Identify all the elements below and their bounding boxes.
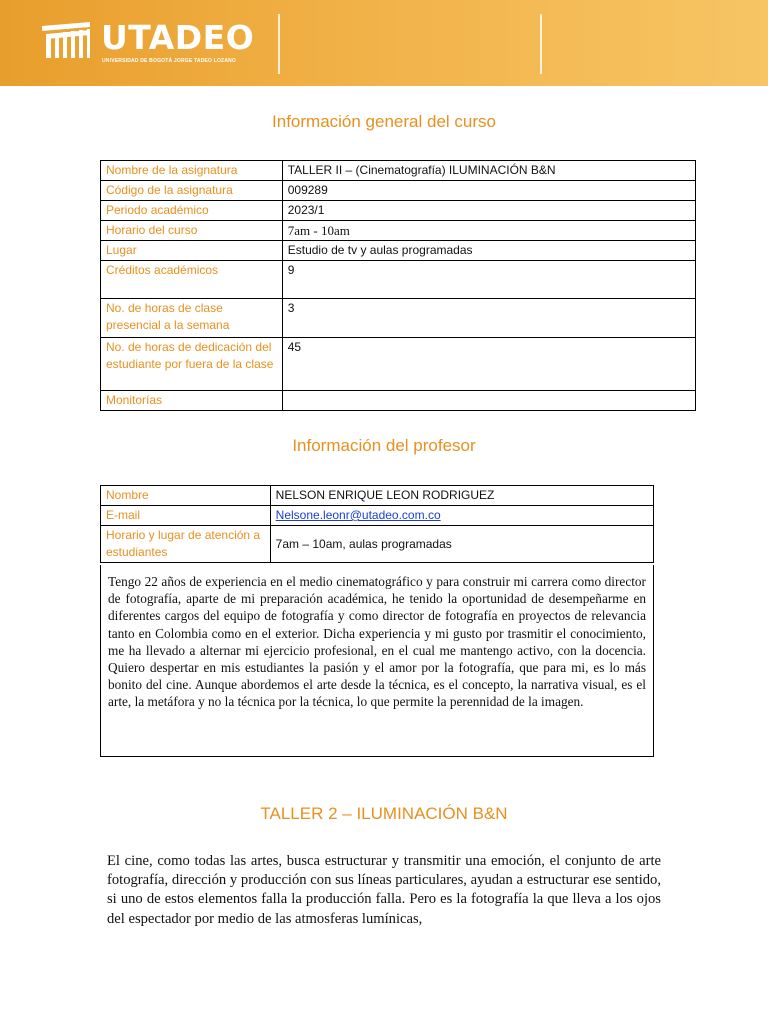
professor-bio: Tengo 22 años de experiencia en el medio cinematográfico y para construir mi carrera como director de fotografía, aparte de mi preparación académica, he tenido la oportunidad de desempeñarme en diferentes cargos del equipo de fotografía y como director de fotografía en proyectos de relevancia tanto en Colombia como en el exterior. Dicha experiencia y mi gusto por trasmitir el conocimiento, me ha llevado a alternar mi ejercicio profesional, en el cual me mantengo activo, con la docencia. Quiero despertar en mis estudiantes la pasión y el amor por la fotografía, que para mi, es lo más bonito del cine. Aunque abordemos el arte desde la técnica, es el concepto, la narrativa visual, es el arte, la metáfora y no la técnica por la técnica, lo que permite la perennidad de la imagen. bbox=[108, 574, 646, 710]
class-hours-value: 3 bbox=[282, 299, 695, 338]
professor-name-value: NELSON ENRIQUE LEON RODRIGUEZ bbox=[270, 486, 653, 506]
course-schedule-value: 7am - 10am bbox=[282, 221, 695, 241]
course-code-value: 009289 bbox=[282, 181, 695, 201]
workshop-paragraph: El cine, como todas las artes, busca estructurar y transmitir una emoción, el conjunto de arte fotografía, dirección y producción con sus líneas particulares, ayudan a estructurar ese sentido, si uno de estos elementos falla la producción falla. Pero es la fotografía la que lleva a los ojos del espectador por medio de las atmosferas lumínicas, bbox=[107, 853, 661, 927]
header-divider bbox=[540, 14, 542, 74]
logo-subtitle: UNIVERSIDAD DE BOGOTÁ JORGE TADEO LOZANO bbox=[102, 58, 237, 64]
email-cell bbox=[270, 506, 653, 526]
office-hours-label: Horario y lugar de atención a estudiantes bbox=[101, 526, 271, 563]
table-row bbox=[101, 161, 696, 181]
page-header bbox=[0, 0, 768, 86]
academic-period-value: 2023/1 bbox=[282, 201, 695, 221]
independent-hours-value: 45 bbox=[282, 338, 695, 391]
credits-label: Créditos académicos bbox=[101, 261, 283, 299]
professor-info-title: Información del profesor bbox=[292, 436, 476, 455]
table-row bbox=[101, 506, 654, 526]
course-info-title: Información general del curso bbox=[272, 112, 496, 131]
email-label: E-mail bbox=[101, 506, 271, 526]
independent-hours-label: No. de horas de dedicación del estudiante por fuera de la clase bbox=[101, 338, 283, 391]
table-row bbox=[101, 201, 696, 221]
professor-name-label: Nombre bbox=[101, 486, 271, 506]
location-label: Lugar bbox=[101, 241, 283, 261]
table-row bbox=[101, 338, 696, 391]
course-schedule-label: Horario del curso bbox=[101, 221, 283, 241]
email-link[interactable]: Nelsone.leonr@utadeo.com.co bbox=[275, 508, 441, 522]
table-row bbox=[101, 299, 696, 338]
logo-mark-icon bbox=[40, 20, 94, 60]
table-row bbox=[101, 261, 696, 299]
course-name-value: TALLER II – (Cinematografía) ILUMINACIÓN B&N bbox=[282, 161, 695, 181]
table-row bbox=[101, 486, 654, 506]
workshop-title: TALLER 2 – ILUMINACIÓN B&N bbox=[260, 804, 508, 823]
academic-period-label: Periodo académico bbox=[101, 201, 283, 221]
course-name-label: Nombre de la asignatura bbox=[101, 161, 283, 181]
location-value: Estudio de tv y aulas programadas bbox=[282, 241, 695, 261]
office-hours-value: 7am – 10am, aulas programadas bbox=[270, 526, 653, 563]
professor-info-table bbox=[100, 485, 654, 563]
course-info-table bbox=[100, 160, 696, 411]
header-divider bbox=[278, 14, 280, 74]
class-hours-label: No. de horas de clase presencial a la semana bbox=[101, 299, 283, 338]
table-row bbox=[101, 241, 696, 261]
table-row bbox=[101, 391, 696, 411]
credits-value: 9 bbox=[282, 261, 695, 299]
table-row bbox=[101, 221, 696, 241]
tutoring-label: Monitorías bbox=[101, 391, 283, 411]
table-row bbox=[101, 181, 696, 201]
logo-text: UTADEO bbox=[101, 18, 255, 57]
tutoring-value bbox=[282, 391, 695, 411]
table-row bbox=[101, 526, 654, 563]
course-code-label: Código de la asignatura bbox=[101, 181, 283, 201]
professor-bio-box bbox=[100, 565, 654, 757]
